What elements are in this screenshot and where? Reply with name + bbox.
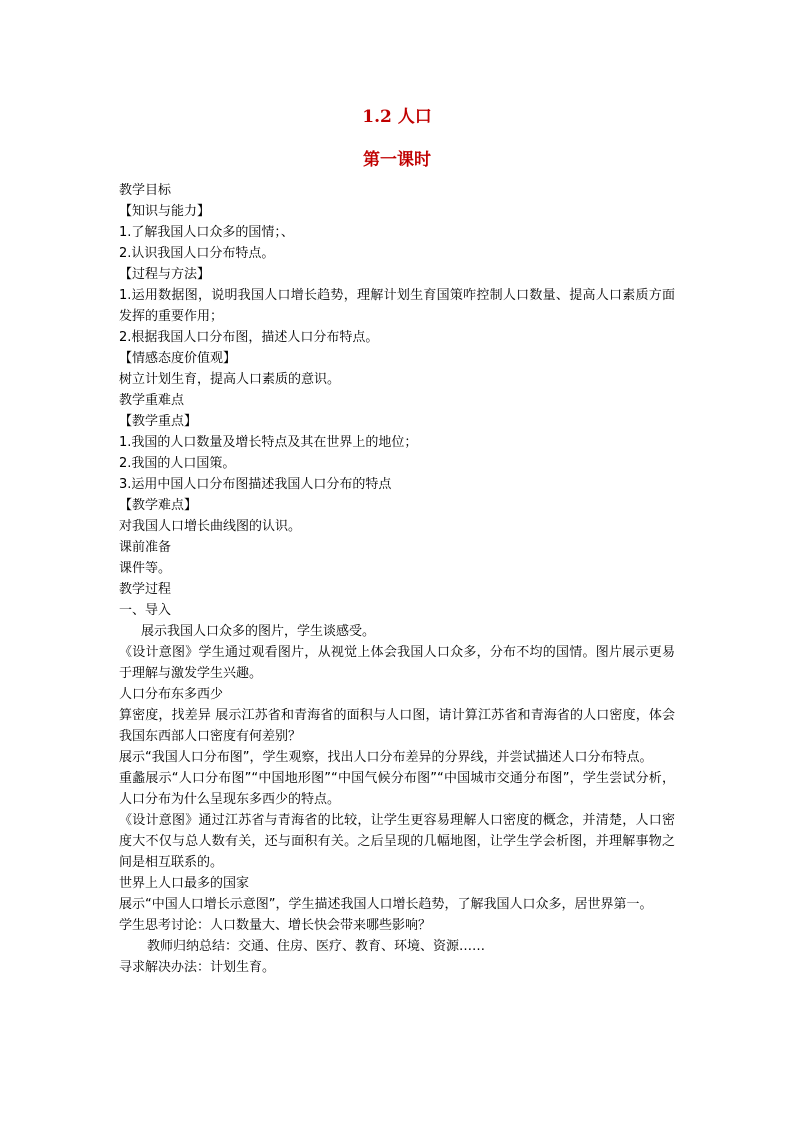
body-paragraph: 【知识与能力】 (119, 204, 211, 219)
body-paragraph: 《设计意图》通过江苏省与青海省的比较，让学生更容易理解人口密度的概念，并清楚，人口密度大不仅与总人数有关，还与面积有关。之后呈现的几幅地图，让学生学会析图，并理解事物之间是相互联系的。 (119, 813, 675, 870)
body-paragraph: 展示“我国人口分布图”，学生观察，找出人口分布差异的分界线，并尝试描述人口分布特点。 (119, 750, 653, 765)
body-paragraph: 【情感态度价值观】 (119, 351, 237, 366)
body-paragraph: 教学过程 (119, 582, 172, 597)
document-subtitle: 第一课时 (363, 150, 431, 170)
body-paragraph: 教学目标 (119, 183, 172, 198)
body-paragraph: 世界上人口最多的国家 (119, 876, 250, 891)
body-paragraph: 展示我国人口众多的图片，学生谈感受。 (141, 624, 376, 639)
body-paragraph: 一、导入 (119, 603, 172, 618)
body-paragraph: 树立计划生育，提高人口素质的意识。 (119, 372, 341, 387)
body-paragraph: 对我国人口增长曲线图的认识。 (119, 519, 302, 534)
body-paragraph: 课件等。 (119, 561, 172, 576)
document-body (119, 180, 675, 978)
body-paragraph: 学生思考讨论：人口数量大、增长快会带来哪些影响？ (119, 918, 432, 933)
body-paragraph: 2.我国的人口国策。 (119, 456, 236, 471)
body-paragraph: 【过程与方法】 (119, 267, 211, 282)
document-title: 1.2 人口 (362, 107, 432, 127)
body-paragraph: 《设计意图》学生通过观看图片，从视觉上体会我国人口众多，分布不均的国情。图片展示更易于理解与激发学生兴趣。 (119, 645, 675, 681)
body-paragraph: 【教学难点】 (119, 498, 198, 513)
body-paragraph: 【教学重点】 (119, 414, 198, 429)
body-paragraph: 教学重难点 (119, 393, 185, 408)
body-paragraph: 教师归纳总结：交通、住房、医疗、教育、环境、资源…… (147, 939, 486, 954)
body-paragraph: 3.运用中国人口分布图描述我国人口分布的特点 (119, 477, 392, 492)
body-paragraph: 1.运用数据图，说明我国人口增长趋势，理解计划生育国策咋控制人口数量、提高人口素质方面发挥的重要作用； (119, 288, 675, 324)
body-paragraph: 1.了解我国人口众多的国情；、 (119, 225, 294, 240)
body-paragraph: 人口分布东多西少 (119, 687, 224, 702)
body-paragraph: 展示“中国人口增长示意图”，学生描述我国人口增长趋势，了解我国人口众多，居世界第一。 (119, 897, 653, 912)
body-paragraph: 课前准备 (119, 540, 172, 555)
body-paragraph: 重蠡展示“人口分布图”“中国地形图”“中国气候分布图”“中国城市交通分布图”，学生尝试分析，人口分布为什么呈现东多西少的特点。 (119, 771, 675, 807)
body-paragraph: 2.认识我国人口分布特点。 (119, 246, 275, 261)
body-paragraph: 寻求解决办法：计划生育。 (119, 960, 276, 975)
body-paragraph: 2.根据我国人口分布图，描述人口分布特点。 (119, 330, 379, 345)
body-paragraph: 1.我国的人口数量及增长特点及其在世界上的地位； (119, 435, 418, 450)
body-paragraph: 算密度，找差异 展示江苏省和青海省的面积与人口图，请计算江苏省和青海省的人口密度，体会我国东西部人口密度有何差别？ (119, 708, 675, 744)
